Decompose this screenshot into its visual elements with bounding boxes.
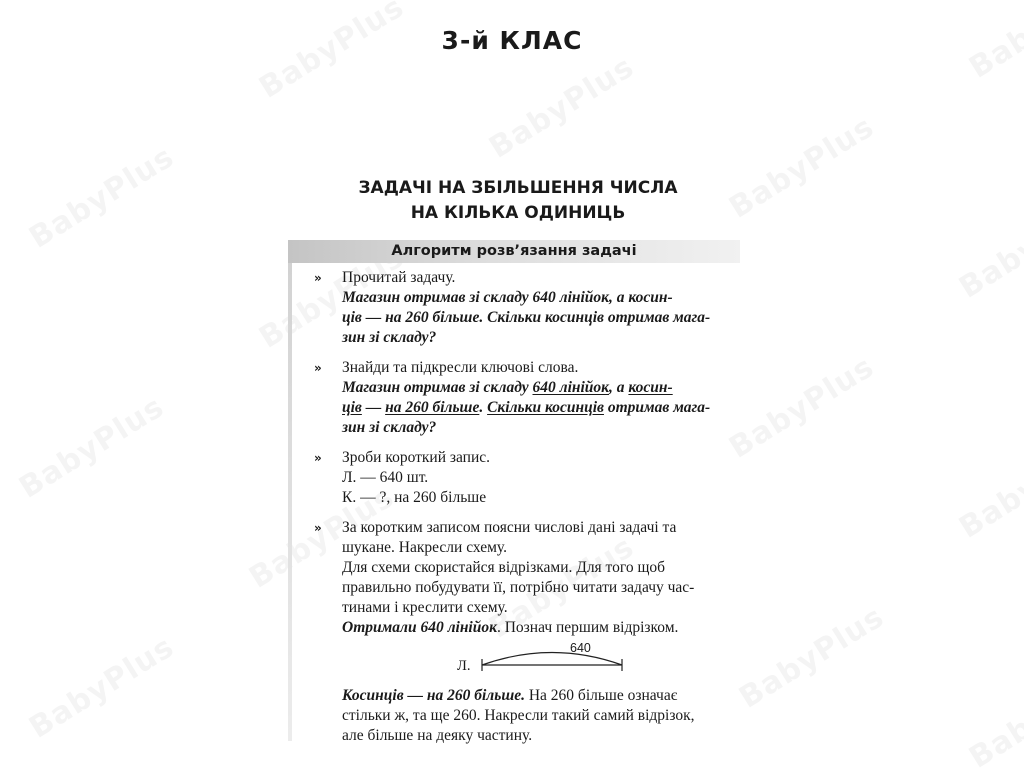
watermark <box>953 189 1024 305</box>
segment-label: Л. <box>457 658 471 674</box>
keyword-underlined: Скільки косинців <box>487 399 604 416</box>
keyword-underlined: на 260 більше <box>385 399 480 416</box>
problem-text <box>342 378 746 398</box>
side-bar <box>288 263 292 741</box>
watermark <box>23 139 180 255</box>
topic-title-line: ЗАДАЧІ НА ЗБІЛЬШЕННЯ ЧИСЛА <box>358 178 678 198</box>
problem-text: зин зі складу? <box>342 419 437 436</box>
segment-scheme <box>342 642 746 682</box>
watermark <box>23 629 180 745</box>
double-chevron-icon: » <box>314 451 319 465</box>
double-chevron-icon: » <box>314 361 319 375</box>
grade-title: 3-й КЛАС <box>441 26 583 55</box>
problem-text: Магазин отримав зі складу 640 лінійок, а косин- <box>342 289 673 306</box>
text-segment: . Познач першим відрізком. <box>496 619 679 636</box>
keyword-underlined: 640 лінійок <box>532 379 610 396</box>
text-segment: Косинців — на 260 більше. <box>342 687 525 704</box>
step-text <box>342 686 746 706</box>
step-text <box>342 618 746 638</box>
problem-text <box>342 398 746 418</box>
topic-title-line: НА КІЛЬКА ОДИНИЦЬ <box>410 203 626 223</box>
segment-value: 640 <box>570 641 591 655</box>
text-segment: , а <box>609 379 629 396</box>
step-text: За коротким записом поясни числові дані задачі та <box>342 519 677 536</box>
algorithm-step-record <box>296 448 746 508</box>
problem-text: зин зі складу? <box>342 329 437 346</box>
step-text: стільки ж, та ще 260. Накресли такий самий відрізок, <box>342 707 695 724</box>
text-segment: отримав мага- <box>603 399 711 416</box>
double-chevron-icon: » <box>314 521 319 535</box>
step-instruction: Зроби короткий запис. <box>342 449 491 466</box>
step-text: Для схеми скористайся відрізками. Для того щоб <box>342 559 666 576</box>
problem-text: ців — на 260 більше. Скільки косинців отримав мага- <box>342 309 711 326</box>
algorithm-step-scheme <box>296 518 746 746</box>
watermark <box>953 429 1024 545</box>
watermark <box>13 389 170 505</box>
keyword-underlined: косин- <box>628 379 673 396</box>
text-segment: На 260 більше означає <box>524 687 678 704</box>
step-text: правильно побудувати її, потрібно читати задачу час- <box>342 579 695 596</box>
step-text: шукане. Накресли схему. <box>342 539 507 556</box>
step-instruction: Знайди та підкресли ключові слова. <box>342 359 579 376</box>
watermark <box>733 599 890 715</box>
text-segment: Магазин отримав зі складу <box>342 379 533 396</box>
segment-brace-arc <box>482 653 622 666</box>
algorithm-step-keywords <box>296 358 746 438</box>
topic-title <box>288 176 748 226</box>
watermark <box>723 349 880 465</box>
keyword-underlined: ців <box>342 399 362 416</box>
algorithm-steps <box>296 268 746 746</box>
watermark <box>483 49 640 165</box>
short-record-line: К. — ?, на 260 більше <box>342 489 487 506</box>
step-text: тинами і креслити схему. <box>342 599 508 616</box>
text-segment: Отримали 640 лінійок <box>342 619 497 636</box>
step-instruction: Прочитай задачу. <box>342 269 456 286</box>
segment-diagram <box>342 642 742 682</box>
step-text: але більше на деяку частину. <box>342 727 533 744</box>
watermark <box>963 659 1024 775</box>
short-record-line: Л. — 640 шт. <box>342 469 429 486</box>
algorithm-title: Алгоритм розв’язання задачі <box>391 243 637 259</box>
double-chevron-icon: » <box>314 271 319 285</box>
algorithm-step-read <box>296 268 746 348</box>
text-segment: — <box>361 399 386 416</box>
text-segment: . <box>479 399 488 416</box>
